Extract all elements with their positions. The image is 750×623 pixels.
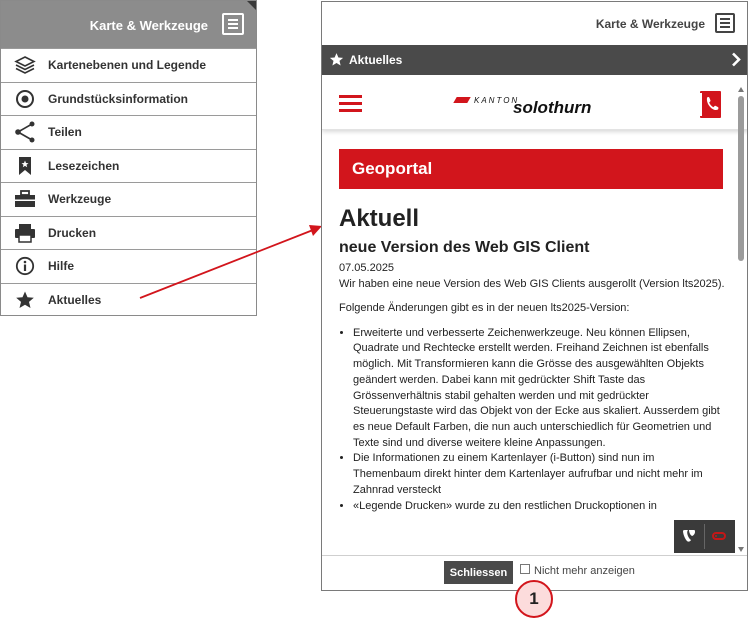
menu-item-label: Drucken (48, 225, 97, 240)
menu-title: Karte & Werkzeuge (89, 18, 208, 33)
news-article (339, 205, 725, 514)
menu-item-label: Aktuelles (48, 292, 102, 307)
mobile-view-panel (321, 1, 748, 591)
panel-title: Aktuelles (349, 53, 403, 67)
article-lead: Folgende Änderungen gibt es in der neuen lts2025-Version: (339, 302, 630, 315)
hamburger-menu-icon[interactable] (339, 95, 362, 116)
article-heading: Aktuell (339, 205, 420, 232)
menu-item-label: Grundstücksinformation (48, 91, 189, 106)
news-content-frame[interactable] (322, 75, 748, 555)
menu-item-label: Werkzeuge (48, 192, 112, 207)
aktuelles-panel-bar (322, 45, 747, 75)
scroll-up-icon[interactable] (738, 87, 744, 92)
article-intro: Wir haben eine neue Version des Web GIS Clients ausgerollt (Version lts2025). (339, 277, 725, 290)
kanton-logo[interactable] (453, 93, 613, 117)
typo3-icon[interactable] (682, 529, 696, 548)
article-date: 07.05.2025 (339, 262, 395, 274)
toggle-icon[interactable] (712, 532, 726, 540)
logo-kanton-text: KANTON (474, 96, 520, 105)
logo-name-text: solothurn (513, 98, 592, 117)
list-item: • Die Informationen zu einem Kartenlayer (i-Button) sind nun im Themenbaum direkt hinter dem Kartenlayer aufrufbar und nicht mehr im Zahnrad versteckt (353, 451, 725, 498)
article-subheading: neue Version des Web GIS Client (339, 239, 590, 256)
vertical-scrollbar[interactable] (738, 87, 744, 552)
step-number-badge: 1 (515, 580, 553, 618)
toolbar-divider (704, 524, 705, 549)
menu-item-label: Teilen (48, 125, 82, 140)
list-item: • Erweiterte und verbesserte Zeichenwerkzeuge. Neu können Ellipsen, Quadrate und Rechtecke erstellt werden. Freihand Zeichnen ist ebenfalls möglich. Mit Transformieren kann die Grösse des ausgewählten Objekts geändert werden. Dabei kann mit gedrückter Shift Taste das Grössenverhältnis stabil gehalten werden und mit gedrückter Steuerungstaste wird das Objekt von der Ecke aus skaliert. Ausserdem gibt es neue Default Farben, die nun auch unterschiedlich für Geometrien und Texte sind und diverse weitere kleine Anpassungen. (353, 326, 725, 452)
phone-icon[interactable] (700, 91, 721, 118)
site-header (322, 75, 748, 130)
menu-item-label: Hilfe (48, 259, 75, 274)
changes-list (353, 326, 725, 514)
cms-toolbar (674, 520, 735, 553)
menu-item-label: Kartenebenen und Legende (48, 58, 207, 73)
phone-header-title: Karte & Werkzeuge (595, 17, 705, 31)
close-button[interactable]: Schliessen (444, 561, 513, 584)
checkbox-label[interactable]: Nicht mehr anzeigen (534, 565, 635, 577)
menu-item-label: Lesezeichen (48, 158, 120, 173)
phone-header (322, 2, 747, 44)
scroll-down-icon[interactable] (738, 547, 744, 552)
chevron-right-icon[interactable] (731, 52, 741, 72)
logo-mark (453, 97, 470, 103)
geoportal-banner: Geoportal (339, 149, 723, 189)
dont-show-again-checkbox[interactable] (520, 564, 530, 574)
list-item: • «Legende Drucken» wurde zu den restlichen Druckoptionen in (353, 499, 725, 515)
star-icon (329, 52, 344, 72)
hamburger-menu-icon[interactable] (715, 13, 735, 33)
scrollbar-thumb[interactable] (738, 96, 744, 261)
